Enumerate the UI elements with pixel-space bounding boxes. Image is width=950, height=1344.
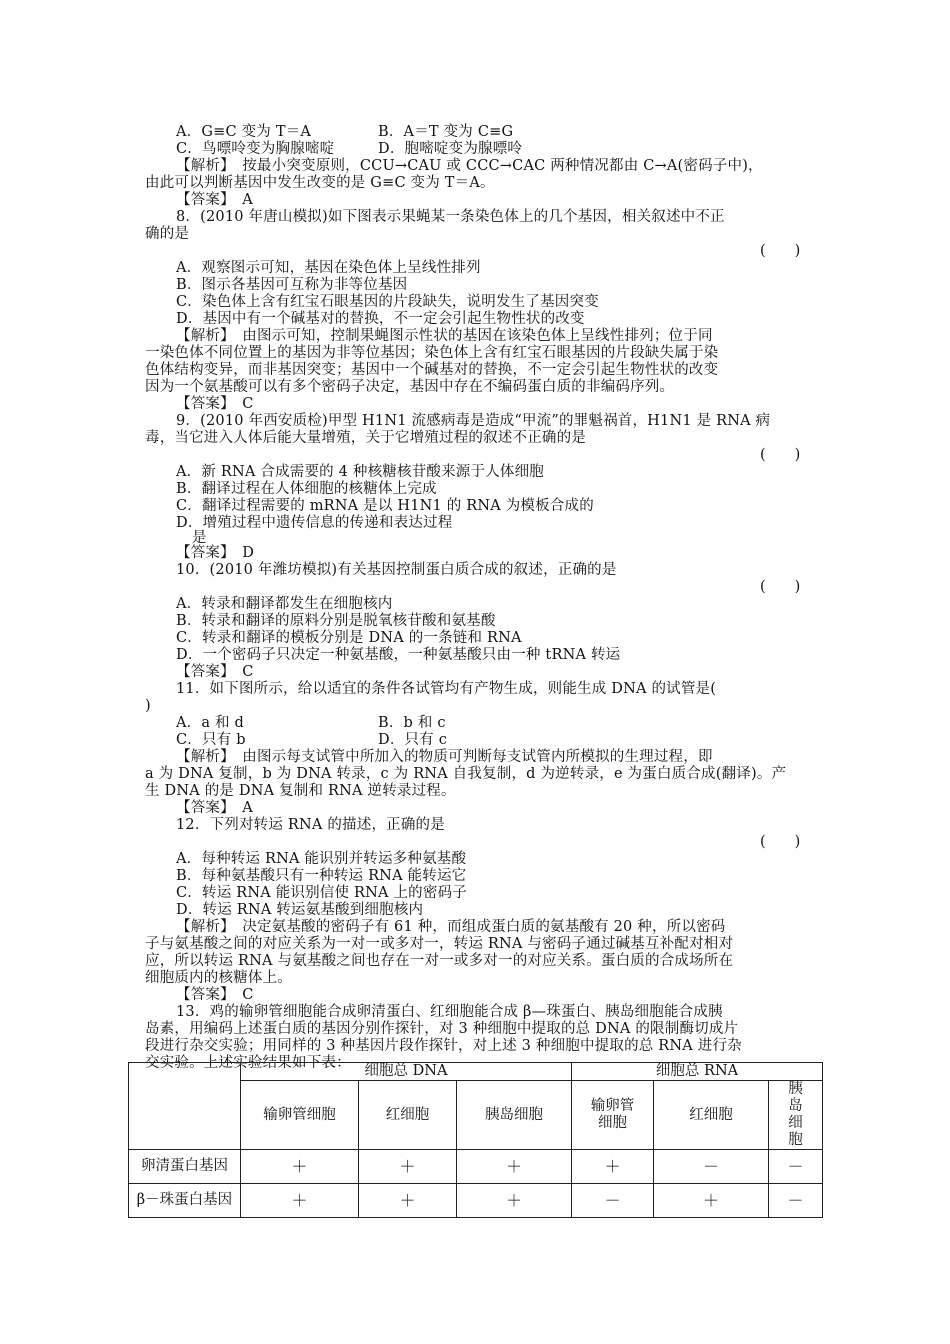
result-cell: ＋ (572, 1150, 654, 1184)
result-cell: ＋ (241, 1184, 359, 1218)
q11-option-d: D．只有 c (378, 732, 448, 748)
q12-analysis-line: 【解析】 决定氨基酸的密码子有 61 种，而组成蛋白质的氨基酸有 20 种，所以密码 (176, 919, 726, 935)
q10-stem: 10．(2010 年潍坊模拟)有关基因控制蛋白质合成的叙述，正确的是 (176, 562, 617, 578)
q8-analysis-line: 因为一个氨基酸可以有多个密码子决定，基因中存在不编码蛋白质的非编码序列。 (145, 379, 675, 395)
hybridization-results-table (128, 1062, 823, 1218)
q8-answer: 【答案】 C (176, 396, 254, 412)
dna-group-header: 细胞总 DNA (241, 1063, 572, 1081)
q11-option-c: C．只有 b (176, 732, 246, 748)
q10-option-a: A．转录和翻译都发生在细胞核内 (176, 596, 393, 612)
q12-analysis-line: 应，所以转运 RNA 与氨基酸之间也存在一对一或多对一的对应关系。蛋白质的合成场所在 (145, 953, 734, 969)
q13-stem: 交实验。上述实验结果如下表： (145, 1055, 351, 1071)
table-row (129, 1184, 823, 1218)
q10-answer: 【答案】 C (176, 664, 254, 680)
q8-analysis-line: 一染色体不同位置上的基因为非等位基因；染色体上含有红宝石眼基因的片段缺失属于染 (145, 345, 719, 361)
q11-option-b: B．b 和 c (378, 715, 446, 731)
result-cell: ＋ (241, 1150, 359, 1184)
table-row (129, 1150, 823, 1184)
q12-answer-blank: ( ) (760, 834, 801, 850)
dna-column-header: 红细胞 (359, 1081, 457, 1150)
result-cell: － (654, 1150, 769, 1184)
q7-option-c: C．鸟嘌呤变为胸腺嘧啶 (176, 141, 335, 157)
q9-stem: 毒，当它进入人体后能大量增殖，关于它增殖过程的叙述不正确的是 (145, 430, 586, 446)
rna-column-header: 胰岛细胞 (769, 1081, 823, 1150)
q13-stem: 段进行杂交实验；用同样的 3 种基因片段作探针，对上述 3 种细胞中提取的总 RNA 进行杂 (145, 1038, 742, 1054)
q12-stem: 12．下列对转运 RNA 的描述，正确的是 (176, 817, 445, 833)
rna-column-header: 红细胞 (654, 1081, 769, 1150)
result-cell: － (769, 1150, 823, 1184)
q11-analysis-line: 生 DNA 的是 DNA 复制和 RNA 逆转录过程。 (145, 783, 456, 799)
q9-stem: 9．(2010 年西安质检)甲型 H1N1 流感病毒是造成“甲流”的罪魁祸首，H1N1 是 RNA 病 (176, 413, 771, 429)
q8-option-c: C．染色体上含有红宝石眼基因的片段缺失，说明发生了基因突变 (176, 294, 599, 310)
dna-column-header: 胰岛细胞 (457, 1081, 572, 1150)
q8-option-a: A．观察图示可知，基因在染色体上呈线性排列 (176, 260, 481, 276)
q9-answer-blank: ( ) (760, 447, 801, 463)
result-cell: ＋ (654, 1184, 769, 1218)
q12-answer: 【答案】 C (176, 987, 254, 1003)
q12-analysis-line: 子与氨基酸之间的对应关系为一对一或多对一，转运 RNA 与密码子通过碱基互补配对相对 (145, 936, 734, 952)
result-cell: － (769, 1184, 823, 1218)
row-header: 卵清蛋白基因 (129, 1150, 241, 1184)
q9-option-d: D．增殖过程中遗传信息的传递和表达过程 (176, 515, 453, 531)
q8-option-b: B．图示各基因可互称为非等位基因 (176, 277, 408, 293)
rna-group-header: 细胞总 RNA (572, 1063, 823, 1081)
q12-analysis-line: 细胞质内的核糖体上。 (145, 970, 292, 986)
q10-option-c: C．转录和翻译的模板分别是 DNA 的一条链和 RNA (176, 630, 522, 646)
result-cell: ＋ (457, 1150, 572, 1184)
result-cell: ＋ (457, 1184, 572, 1218)
q8-stem: 确的是 (145, 226, 190, 242)
result-cell: ＋ (359, 1150, 457, 1184)
q11-option-a: A．a 和 d (176, 715, 245, 731)
q11-stem: 11．如下图所示，给以适宜的条件各试管均有产物生成，则能生成 DNA 的试管是( (176, 681, 717, 697)
q8-analysis-line: 色体结构变异，而非基因突变；基因中一个碱基对的替换，不一定会引起生物性状的改变 (145, 362, 719, 378)
q10-option-b: B．转录和翻译的原料分别是脱氧核苷酸和氨基酸 (176, 613, 496, 629)
q11-answer: 【答案】 A (176, 800, 253, 816)
q11-analysis-line: 【解析】 由图示每支试管中所加入的物质可判断每支试管内所模拟的生理过程，即 (176, 749, 713, 765)
q10-answer-blank: ( ) (760, 579, 801, 595)
q9-option-d-continuation: 是 (192, 530, 207, 546)
q12-option-b: B．每种氨基酸只有一种转运 RNA 能转运它 (176, 868, 467, 884)
q7-option-d: D．胞嘧啶变为腺嘌呤 (378, 141, 523, 157)
q8-stem: 8．(2010 年唐山模拟)如下图表示果蝇某一条染色体上的几个基因，相关叙述中不正 (176, 209, 725, 225)
dna-column-header: 输卵管细胞 (241, 1081, 359, 1150)
q7-answer: 【答案】 A (176, 192, 253, 208)
q12-option-d: D．转运 RNA 转运氨基酸到细胞核内 (176, 902, 424, 918)
q13-stem: 13．鸡的输卵管细胞能合成卵清蛋白、红细胞能合成 β—珠蛋白、胰岛细胞能合成胰 (176, 1004, 723, 1020)
q8-analysis-line: 【解析】 由图示可知，控制果蝇图示性状的基因在该染色体上呈线性排列；位于同 (176, 328, 713, 344)
table-corner-cell (129, 1063, 241, 1150)
q8-option-d: D．基因中有一个碱基对的替换，不一定会引起生物性状的改变 (176, 311, 585, 327)
q9-option-a: A．新 RNA 合成需要的 4 种核糖核苷酸来源于人体细胞 (176, 464, 545, 480)
q7-analysis-line: 【解析】 按最小突变原则，CCU→CAU 或 CCC→CAC 两种情况都由 C→A(密码子中)， (176, 158, 763, 174)
q11-stem: ) (145, 698, 151, 714)
result-cell: － (572, 1184, 654, 1218)
q9-option-b: B．翻译过程在人体细胞的核糖体上完成 (176, 481, 437, 497)
row-header: β－珠蛋白基因 (129, 1184, 241, 1218)
q12-option-c: C．转运 RNA 能识别信使 RNA 上的密码子 (176, 885, 467, 901)
q12-option-a: A．每种转运 RNA 能识别并转运多种氨基酸 (176, 851, 467, 867)
q10-option-d: D．一个密码子只决定一种氨基酸，一种氨基酸只由一种 tRNA 转运 (176, 647, 621, 663)
q9-answer: 【答案】 D (176, 545, 255, 561)
q7-option-b: B．A＝T 变为 C≡G (378, 124, 514, 140)
q9-option-c: C．翻译过程需要的 mRNA 是以 H1N1 的 RNA 为模板合成的 (176, 498, 594, 514)
q8-answer-blank: ( ) (760, 243, 801, 259)
q7-analysis-line: 由此可以判断基因中发生改变的是 G≡C 变为 T＝A。 (145, 175, 495, 191)
q13-stem: 岛素，用编码上述蛋白质的基因分别作探针，对 3 种细胞中提取的总 DNA 的限制酶切成片 (145, 1021, 739, 1037)
q7-option-a: A．G≡C 变为 T＝A (176, 124, 312, 140)
rna-column-header: 输卵管细胞 (572, 1081, 654, 1150)
q11-analysis-line: a 为 DNA 复制，b 为 DNA 转录，c 为 RNA 自我复制，d 为逆转录，e 为蛋白质合成(翻译)。产 (145, 766, 787, 782)
result-cell: ＋ (359, 1184, 457, 1218)
